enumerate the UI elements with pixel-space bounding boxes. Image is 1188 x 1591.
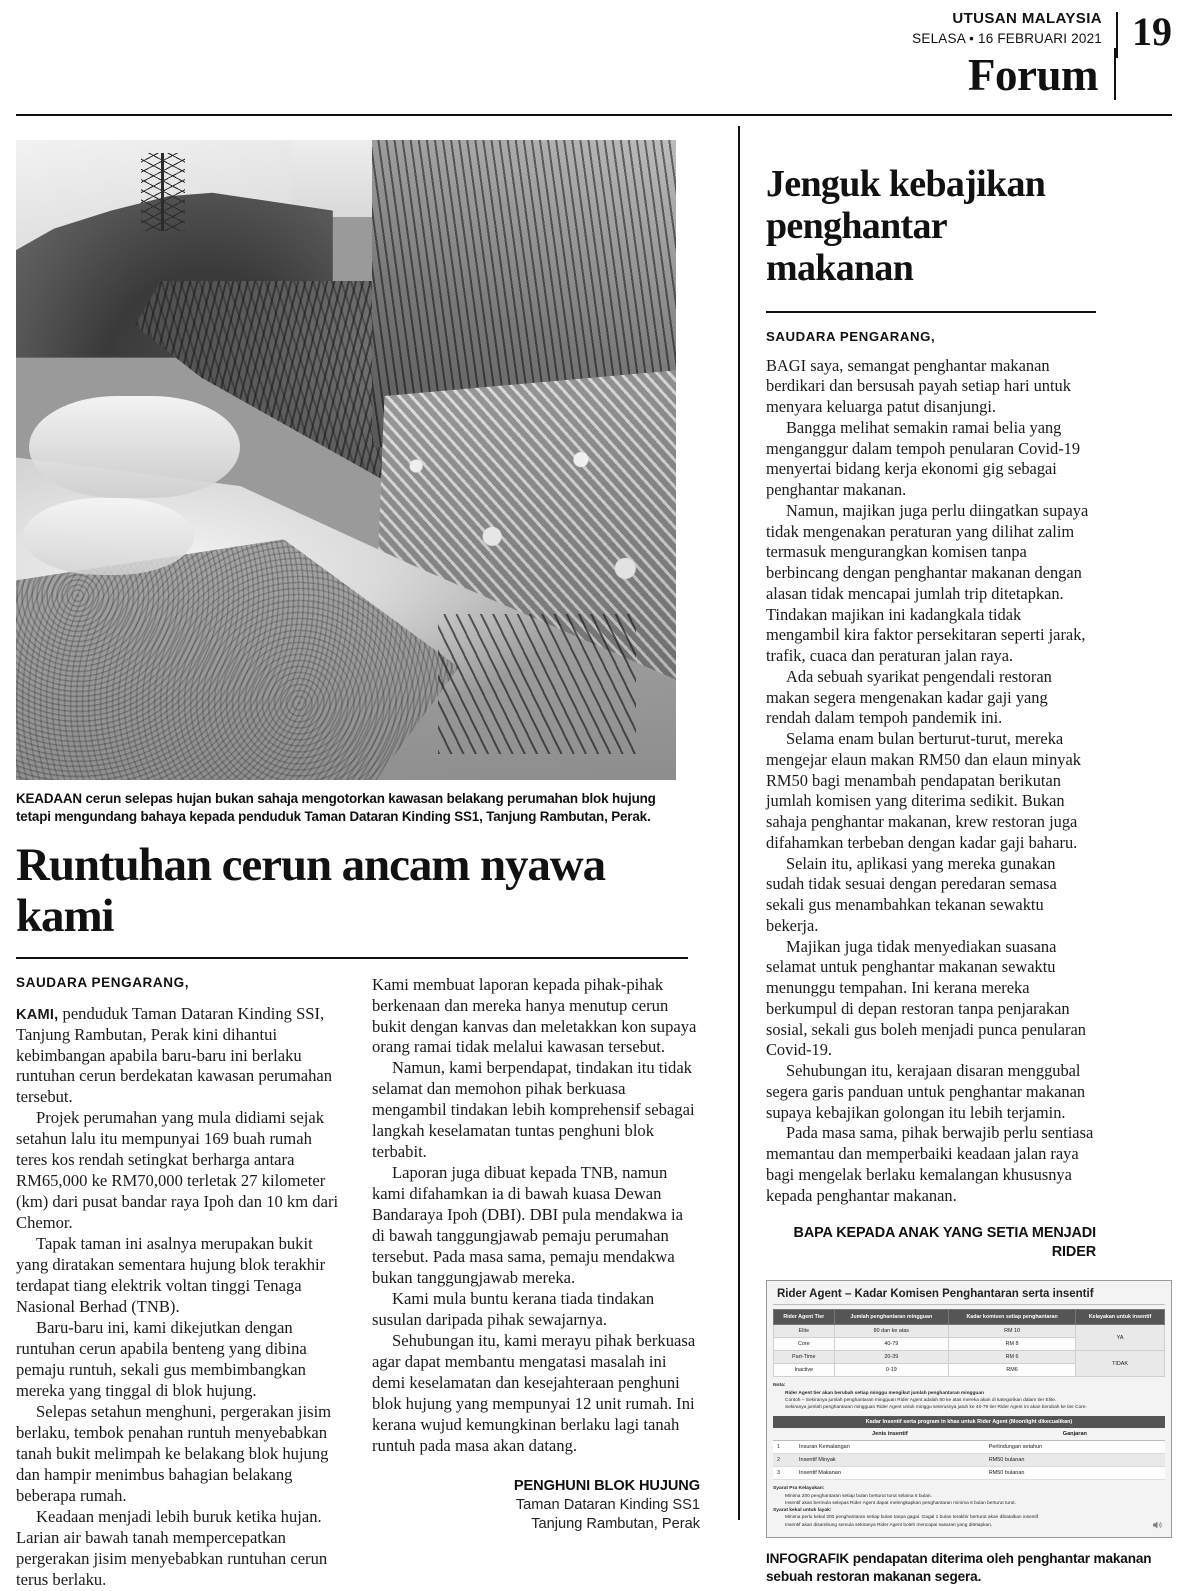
cell-deliveries: 80 dan ke atas	[834, 1325, 949, 1338]
page-body	[16, 124, 1172, 1590]
paragraph: Pada masa sama, pihak berwajib perlu sentiasa memantau dan memperbaiki keadaan jalan raya bagi mengelak berlaku kemalangan khususnya kepada penghantar makanan.	[766, 1123, 1094, 1205]
masthead	[16, 0, 1172, 108]
paragraph: Majikan juga tidak menyediakan suasana selamat untuk penghantar makanan sewaktu menunggu tempahan. Ini kerana mereka berkumpul di depan restoran tanpa penjarakan sosial, sekali gus boleh menjadi punca penularan Covid-19.	[766, 936, 1086, 1060]
note-line-1: Rider Agent tier akan berubah setiap minggu mengikut jumlah penghantaran mingguan	[785, 1390, 984, 1396]
side-article-body	[766, 356, 1096, 1207]
table-row	[774, 1325, 1165, 1338]
cell-no: 3	[773, 1467, 795, 1480]
paragraph: Sehubungan itu, kami merayu pihak berkuasa agar dapat membantu mengatasi masalah ini demi keselamatan dan kesejahteraan penghuni blok hujung yang mempunyai 12 unit rumah. Ini kerana wujud kemungkinan berlaku lagi tanah runtuh pada masa akan datang.	[372, 1331, 696, 1456]
header-rule	[16, 114, 1172, 116]
cell-jenis: Insuran Kemalangan	[795, 1441, 985, 1454]
paragraph: Selain itu, aplikasi yang mereka gunakan sudah tidak sesuai dengan peredaran semasa sekali gus menambahkan tekanan sewaktu bekerja.	[766, 853, 1057, 935]
pre-line-1: Minima 200 penghantaran setiap bulan berturut turut selama 6 bulan.	[785, 1493, 932, 1499]
table-row	[773, 1467, 1165, 1480]
incentive-table	[773, 1428, 1165, 1480]
paragraph: Projek perumahan yang mula didiami sejak setahun lalu itu mempunyai 169 buah rumah teres kos rendah setingkat berharga antara RM65,000 ke RM70,000 terletak 27 kilometer (km) dari pusat bandar raya Ipoh dan 10 km dari Chemor.	[16, 1108, 339, 1233]
paragraph: Laporan juga dibuat kepada TNB, namun kami difahamkan ia di bawah kuasa Dewan Bandaraya Ipoh (DBI). DBI pula mendakwa ia di bawah tanggungjawab pemaju perumahan tersebut. Pada masa sama, pemaju mendakwa bukan tanggungjawab mereka.	[372, 1163, 684, 1288]
paragraph: Selama enam bulan berturut-turut, mereka mengejar elaun makan RM50 dan elaun minyak RM50 bagi menambah pendapatan berikutan jumlah komisen yang diterima sedikit. Bukan sahaja penghantar makanan, krew restoran juga difahamkan terbeban dengan kadar gaji baharu.	[766, 729, 1081, 852]
photo-caption: KEADAAN cerun selepas hujan bukan sahaja mengotorkan kawasan belakang perumahan blok hujung tetapi mengundang bahaya kepada penduduk Taman Dataran Kinding SS1, Tanjung Rambutan, Perak.	[16, 791, 656, 824]
side-signature-line-1: BAPA KEPADA ANAK YANG SETIA MENJADI	[793, 1225, 1096, 1242]
th-rate: Kadar komisen setiap penghantaran	[949, 1309, 1076, 1325]
cell-tier: Elite	[774, 1325, 835, 1338]
paragraph: Namun, majikan juga perlu diingatkan supaya tidak mengenakan peraturan yang dilihat zalim termasuk mengurangkan komisen tanpa berbincang dengan penghantar makanan dengan alasan tidak mencapai jumlah trip ditetapkan. Tindakan majikan ini kadangkala tidak mengambil kira faktor persekitaran seperti jarak, trafik, cuaca dan peraturan jalan raya.	[766, 500, 1089, 666]
cell-deliveries: 20-39	[834, 1351, 949, 1364]
signature-address-2: Tanjung Rambutan, Perak	[531, 1516, 700, 1533]
prerequisite-note	[773, 1485, 1165, 1528]
pre-line-2: Insentif akan bermula selepas Rider Agent dapat melengkapkan penghantaran minima 6 bulan berturut turut.	[785, 1500, 1016, 1506]
cell-rate: RM6	[949, 1364, 1076, 1377]
table-row	[773, 1441, 1165, 1454]
paragraph-text: penduduk Taman Dataran Kinding SSI, Tanjung Rambutan, Perak kini dihantui kebimbangan apabila baru-baru ini berlaku runtuhan cerun berdekatan kawasan perumahan tersebut.	[16, 1003, 333, 1107]
cell-tier: Inactive	[774, 1364, 835, 1377]
note-line-2: Contoh – Sekiranya jumlah penghantaran mingguan Rider Agent adalah 80 ke atas mereka akan di kategorikan dalam tier Elite.	[785, 1397, 1057, 1403]
th-jenis: Jenis insentif	[795, 1428, 985, 1441]
side-signature	[766, 1224, 1096, 1261]
table-header-row	[773, 1428, 1165, 1441]
section-divider	[1114, 48, 1116, 100]
section-title: Forum	[968, 50, 1098, 100]
cell-tier: Core	[774, 1338, 835, 1351]
cell-jenis: Insentif Minyak	[795, 1454, 985, 1467]
infographic-note	[773, 1382, 1165, 1411]
paper-name: UTUSAN MALAYSIA	[952, 10, 1102, 27]
signature-name: PENGHUNI BLOK HUJUNG	[513, 1478, 700, 1495]
main-signature	[372, 1477, 700, 1534]
cell-no: 1	[773, 1441, 795, 1454]
th-index	[773, 1428, 795, 1441]
infographic-title: Rider Agent – Kadar Komisen Penghantaran serta insentif	[773, 1286, 1165, 1305]
salutation: SAUDARA PENGARANG,	[16, 974, 190, 990]
issue-date: SELASA • 16 FEBRUARI 2021	[912, 30, 1102, 46]
paragraph: Kami mula buntu kerana tiada tindakan susulan daripada pihak sewajarnya.	[372, 1289, 655, 1330]
section-row	[968, 48, 1172, 100]
cell-ganjaran: RM50 bulanan	[985, 1467, 1165, 1480]
lead-word: BAGI	[766, 355, 807, 375]
th-ganjaran: Ganjaran	[985, 1428, 1165, 1441]
cell-ganjaran: Perlindungan setahun	[985, 1441, 1165, 1454]
paragraph	[16, 1004, 344, 1109]
masthead-text	[912, 10, 1116, 47]
photo-puddle-2	[23, 498, 195, 575]
photo-reeds	[438, 614, 636, 755]
cell-tier: Part-Time	[774, 1351, 835, 1364]
photo-puddle-1	[29, 396, 240, 498]
cell-deliveries: 0-19	[834, 1364, 949, 1377]
signature-address-1: Taman Dataran Kinding SS1	[515, 1497, 700, 1514]
speaker-icon	[1150, 1519, 1164, 1531]
lead-word: KAMI,	[16, 1006, 59, 1023]
cell-jenis: Insentif Makanan	[795, 1467, 985, 1480]
th-tier: Rider Agent Tier	[774, 1309, 835, 1325]
cell-no: 2	[773, 1454, 795, 1467]
paragraph: Selepas setahun menghuni, pergerakan jisim berlaku, tembok penahan runtuh menyebabkan tanah bukit melimpah ke belakang blok hujung dan hampir menimbus bahagian belakang beberapa rumah.	[16, 1402, 332, 1506]
paragraph-text: saya, semangat penghantar makanan berdikari dan bersusah payah setiap hari untuk menyara keluarga patut disanjungi.	[766, 355, 1071, 417]
main-article-column	[16, 124, 700, 1590]
kekal-line-1: Minima perlu kekal 200 penghantaran setiap bulan tanpa gagal. Gagal 1 bulan terakhir berturut akan dibatalkan insentif.	[785, 1515, 1040, 1521]
side-article-column	[766, 124, 1172, 1584]
cell-eligible-tidak: TIDAK	[1076, 1351, 1165, 1377]
note-line-3: Sekiranya jumlah penghantaran mingguan Rider Agent untuk minggu seterusnya jatuh ke 40-79 tier Rider Agent ini akan berubah ke tier Core.	[785, 1405, 1087, 1411]
main-headline: Runtuhan cerun ancam nyawa kami	[16, 838, 606, 943]
cell-deliveries: 40-79	[834, 1338, 949, 1351]
kekal-line-2: Insentif akan disambung semula sekiranya Rider Agent boleh mencapai sasaran yang ditetapkan.	[785, 1522, 993, 1528]
side-signature-line-2: RIDER	[1051, 1244, 1096, 1261]
paragraph: Keadaan menjadi lebih buruk ketika hujan. Larian air bawah tanah mempercepatkan pergerakan jisim menyebabkan runtuhan cerun terus berlaku.	[16, 1507, 328, 1590]
incentive-band-label: Kadar Insentif serta program in khas untuk Rider Agent (Moonlight dikecualikan)	[773, 1416, 1165, 1428]
infographic-caption: INFOGRAFIK pendapatan diterima oleh penghantar makanan sebuah restoran makanan segera.	[766, 1550, 1152, 1584]
side-headline-rule	[766, 311, 1096, 312]
cell-rate: RM 10	[949, 1325, 1076, 1338]
main-column-1	[16, 975, 344, 1591]
infographic-image	[766, 1280, 1172, 1538]
paragraph	[766, 356, 1096, 418]
cell-rate: RM 6	[949, 1351, 1076, 1364]
transmission-tower	[141, 153, 185, 231]
side-headline: Jenguk kebajikan penghantar makanan	[766, 163, 1046, 289]
paragraph: Namun, kami berpendapat, tindakan itu tidak selamat dan memohon pihak berkuasa mengambil tindakan lebih komprehensif sebagai langkah keselamatan tuntas penghuni blok terbabit.	[372, 1058, 695, 1162]
paragraph: Kami membuat laporan kepada pihak-pihak berkenaan dan mereka hanya menutup cerun bukit dengan kanvas dan meletakkan kon supaya orang ramai tidak melalui kawasan tersebut.	[372, 974, 697, 1057]
slope-erosion-photo	[16, 140, 676, 780]
infographic-wrapper	[766, 1280, 1172, 1586]
cell-rate: RM 8	[949, 1338, 1076, 1351]
paragraph: Baru-baru ini, kami dikejutkan dengan runtuhan cerun apabila benteng yang dibina pemaju runtuh, sekali gus membimbangkan mereka yang tinggal di blok hujung.	[16, 1318, 307, 1401]
th-deliveries: Jumlah penghantaran mingguan	[834, 1309, 949, 1325]
column-divider	[738, 126, 740, 1520]
cell-eligible-ya: YA	[1076, 1325, 1165, 1351]
side-salutation: SAUDARA PENGARANG,	[766, 328, 936, 344]
pre-label: Syarat Pra Kelayakan:	[773, 1486, 825, 1492]
commission-table	[773, 1309, 1165, 1378]
table-row	[773, 1454, 1165, 1467]
cell-ganjaran: RM50 bulanan	[985, 1454, 1165, 1467]
page-number: 19	[1132, 9, 1172, 54]
paragraph: Tapak taman ini asalnya merupakan bukit yang diratakan sementara hujung blok terakhir terdapat tiang elektrik voltan tinggi Tenaga Nasional Berhad (TNB).	[16, 1234, 326, 1317]
table-header-row	[774, 1309, 1165, 1325]
note-label: Nota:	[773, 1383, 786, 1389]
main-column-2	[372, 975, 700, 1591]
paragraph: Sehubungan itu, kerajaan disaran menggubal segera garis panduan untuk penghantar makanan supaya kebajikan golongan itu lebih terjamin.	[766, 1061, 1086, 1122]
th-eligible: Kelayakan untuk insentif	[1076, 1309, 1165, 1325]
main-article-columns	[16, 975, 700, 1591]
kekal-label: Syarat kekal untuk layak:	[773, 1508, 832, 1514]
table-row	[774, 1351, 1165, 1364]
headline-rule	[16, 957, 688, 959]
paragraph: Bangga melihat semakin ramai belia yang menganggur dalam tempoh penularan Covid-19 menyertai bidang kerja ekonomi gig sebagai penghantar makanan.	[766, 417, 1081, 500]
paragraph: Ada sebuah syarikat pengendali restoran makan segera mengenakan kadar gaji yang rendah dalam tempoh pandemik ini.	[766, 666, 1052, 728]
